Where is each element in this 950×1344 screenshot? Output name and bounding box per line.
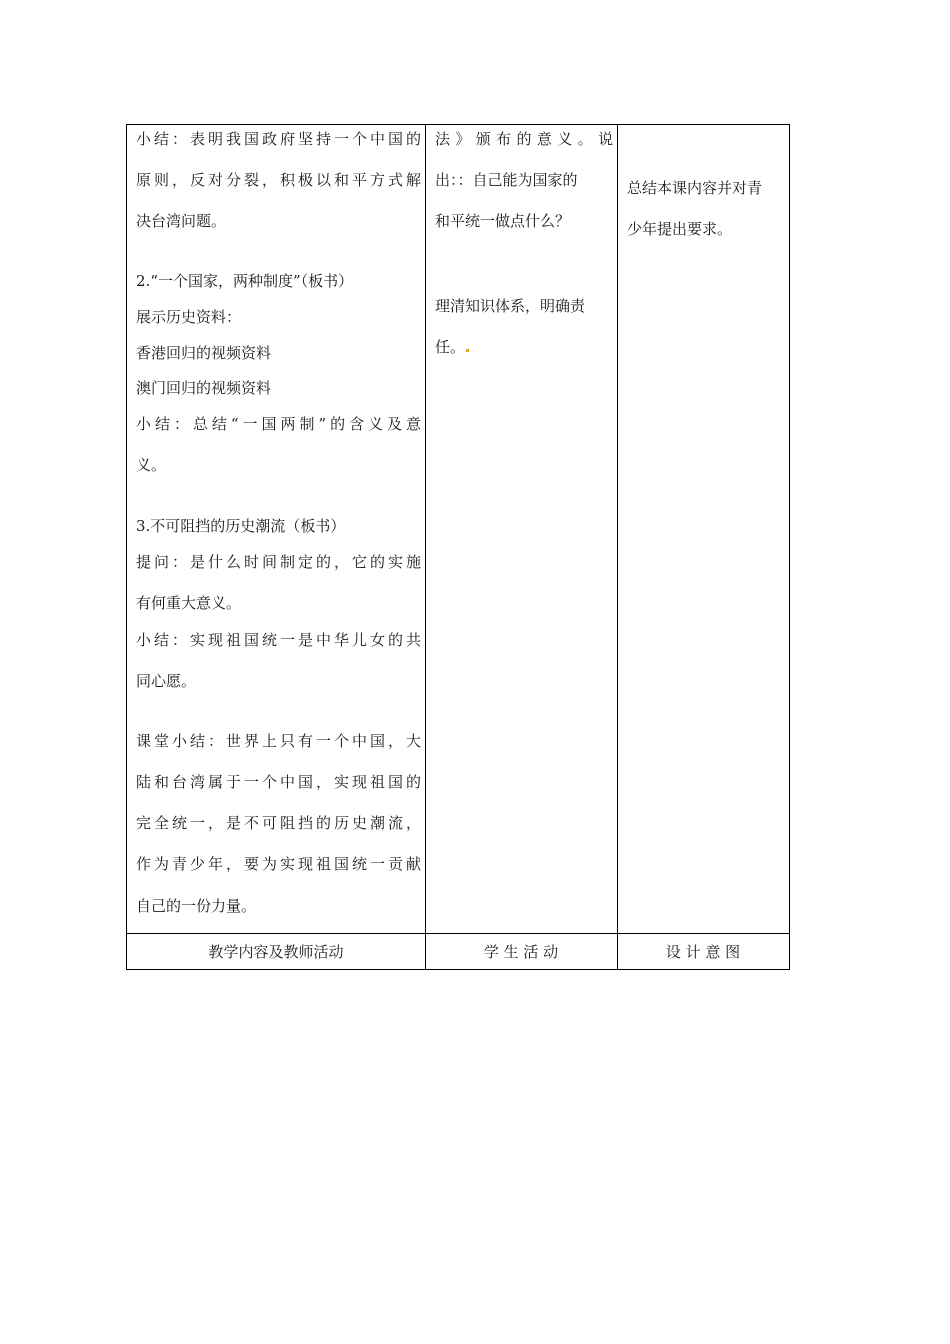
text-line: 小结：总结“一国两制”的含义及意 — [136, 415, 421, 433]
text-line: 小结：表明我国政府坚持一个中国的 — [136, 130, 421, 148]
text-line: 作为青少年，要为实现祖国统一贡献 — [136, 855, 421, 873]
text-line: 义。 — [136, 456, 167, 474]
text-line: 出：：自己能为国家的 — [435, 171, 578, 189]
lesson-table — [126, 124, 790, 970]
text-line: 总结本课内容并对青 — [627, 179, 763, 197]
text-line: 决台湾问题。 — [136, 212, 227, 230]
text-line: 同心愿。 — [136, 672, 197, 690]
column-divider — [617, 125, 618, 969]
text-line: 陆和台湾属于一个中国，实现祖国的 — [136, 773, 421, 791]
text-line-with-mark — [435, 337, 469, 357]
text-line: 完全统一，是不可阻挡的历史潮流， — [136, 814, 421, 832]
column-header-design: 设 计 意 图 — [665, 943, 741, 961]
text-line: 课堂小结：世界上只有一个中国，大 — [136, 732, 421, 750]
text-line: 和平统一做点什么？ — [435, 212, 571, 230]
text-line: 自己的一份力量。 — [136, 897, 257, 915]
text-line: 展示历史资料： — [136, 308, 242, 326]
text-line: 澳门回归的视频资料 — [136, 379, 272, 397]
text-line: 小结：实现祖国统一是中华儿女的共 — [136, 631, 421, 649]
column-header-student: 学 生 活 动 — [483, 943, 559, 961]
column-divider — [425, 125, 426, 969]
text-line: 有何重大意义。 — [136, 594, 242, 612]
text-line: 香港回归的视频资料 — [136, 344, 272, 362]
row-divider — [127, 933, 789, 934]
orange-dot-mark — [466, 349, 469, 352]
section-heading: 3.不可阻挡的历史潮流（板书） — [136, 517, 346, 535]
text-line: 少年提出要求。 — [627, 220, 733, 238]
text-line: 理清知识体系，明确责 — [435, 297, 586, 315]
column-header-teacher: 教学内容及教师活动 — [208, 943, 344, 961]
text-line: 提问：是什么时间制定的，它的实施 — [136, 553, 421, 571]
text-span: 任。 — [435, 338, 466, 356]
text-line: 法》颁布的意义。说 — [435, 130, 613, 148]
text-line: 原则，反对分裂，积极以和平方式解 — [136, 171, 421, 189]
section-heading: 2.“一个国家，两种制度”（板书） — [136, 272, 354, 290]
